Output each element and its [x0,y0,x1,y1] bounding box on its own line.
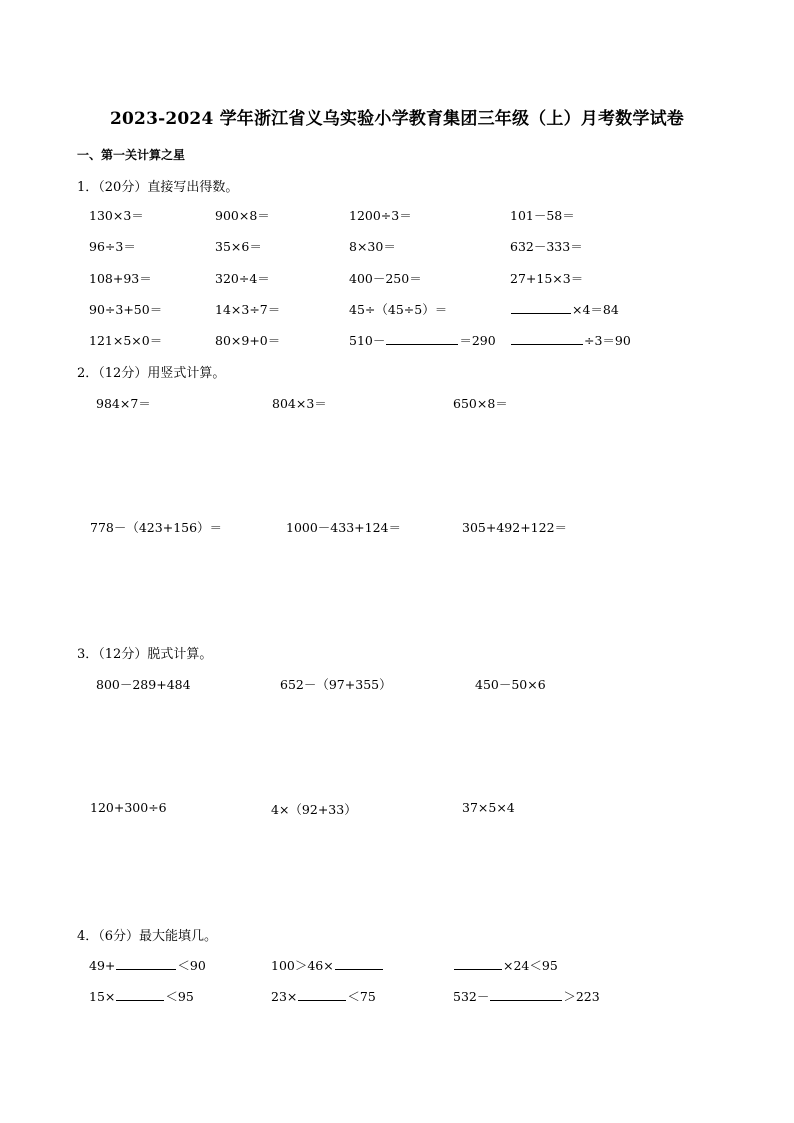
q4-item-text: 100＞46× [271,958,334,973]
q4-item-text: ×24＜95 [503,958,558,973]
q1-item-text: 510－ [349,333,386,348]
q2-item: 984×7＝ [96,396,151,411]
q1-row-5 [0,331,794,349]
q4-item-text: ＜95 [165,989,194,1004]
q1-item: 45÷（45÷5）＝ [349,302,448,317]
q4-item [89,956,206,974]
q1-item-text: ×4＝84 [572,302,619,317]
q4-item [271,987,376,1005]
q4-row-1 [0,956,794,974]
q1-item: 96÷3＝ [89,239,136,254]
q1-row-2 [0,237,794,255]
answer-blank[interactable] [116,988,164,1001]
answer-blank[interactable] [454,957,502,970]
q4-item [89,987,194,1005]
answer-blank[interactable] [298,988,346,1001]
q4-row-2 [0,987,794,1005]
q1-item-fill [510,300,619,318]
q1-item: 1200÷3＝ [349,208,412,223]
q3-item: 800－289+484 [96,677,191,692]
q2-row-2 [0,518,794,536]
answer-blank[interactable] [490,988,562,1001]
q1-item: 632－333＝ [510,239,583,254]
q1-item-text: ÷3＝90 [584,333,631,348]
q4-item [271,956,384,974]
q1-item-text: ＝290 [459,333,496,348]
q3-row-2 [0,800,794,818]
q1-item: 320÷4＝ [215,271,270,286]
q3-item: 37×5×4 [462,800,515,815]
answer-blank[interactable] [511,301,571,314]
q1-item: 121×5×0＝ [89,333,163,348]
q4-item [453,987,600,1005]
q2-item: 305+492+122＝ [462,520,568,535]
q1-item-fill [510,331,631,349]
q1-item: 27+15×3＝ [510,271,584,286]
question-4-header: 4．（6分）最大能填几。 [77,929,218,944]
q2-item: 1000－433+124＝ [286,520,402,535]
q3-item: 450－50×6 [475,677,546,692]
answer-blank[interactable] [116,957,176,970]
question-3-header: 3．（12分）脱式计算。 [77,647,213,662]
answer-blank[interactable] [335,957,383,970]
q3-row-1 [0,675,794,693]
q1-item: 400－250＝ [349,271,422,286]
q3-item: 120+300÷6 [90,800,167,815]
q4-item-text: ＞223 [563,989,600,1004]
q3-item: 4×（92+33） [271,802,357,817]
q4-item-text: 49+ [89,958,116,973]
q1-item: 101－58＝ [510,208,575,223]
q1-item-fill [349,331,496,349]
q1-item: 8×30＝ [349,239,396,254]
q4-item-text: ＜75 [347,989,376,1004]
q2-item: 804×3＝ [272,396,327,411]
q1-item: 108+93＝ [89,271,152,286]
q2-item: 650×8＝ [453,396,508,411]
q2-item: 778－（423+156）＝ [90,520,223,535]
q4-item-text: 15× [89,989,116,1004]
q1-item: 130×3＝ [89,208,144,223]
q1-row-3 [0,269,794,287]
answer-blank[interactable] [511,332,583,345]
q4-item-text: ＜90 [177,958,206,973]
page-title: 2023-2024 学年浙江省义乌实验小学教育集团三年级（上）月考数学试卷 [109,109,684,129]
q4-item-text: 23× [271,989,298,1004]
section-heading: 一、第一关计算之星 [77,148,186,162]
q3-item: 652－（97+355） [280,677,392,692]
q1-item: 14×3÷7＝ [215,302,281,317]
answer-blank[interactable] [386,332,458,345]
q1-item: 90÷3+50＝ [89,302,163,317]
q1-row-1 [0,206,794,224]
q2-row-1 [0,394,794,412]
q1-item: 80×9+0＝ [215,333,281,348]
q1-row-4 [0,300,794,318]
question-1-header: 1．（20分）直接写出得数。 [77,180,239,195]
question-2-header: 2．（12分）用竖式计算。 [77,366,226,381]
q1-item: 35×6＝ [215,239,262,254]
q1-item: 900×8＝ [215,208,270,223]
q4-item [453,956,558,974]
q4-item-text: 532－ [453,989,490,1004]
